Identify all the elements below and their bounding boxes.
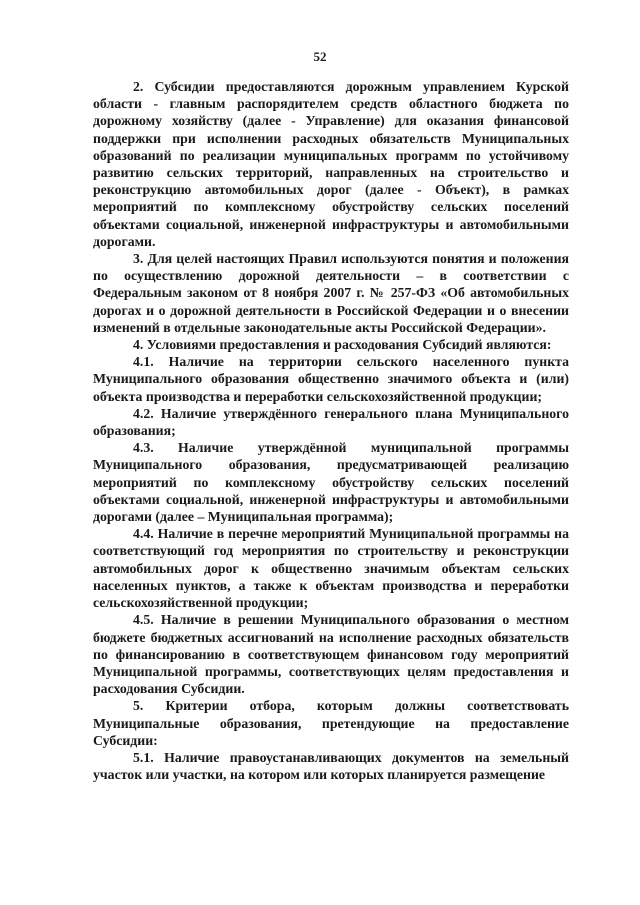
paragraph-4-1: 4.1. Наличие на территории сельского населенного пункта Муниципального образования общественно значимого объекта и (или) объекта производства и переработки сельскохозяйственной продукции; <box>93 354 569 404</box>
paragraph-4: 4. Условиями предоставления и расходования Субсидий являются: <box>133 337 552 353</box>
paragraph-5-1: 5.1. Наличие правоустанавливающих документов на земельный участок или участки, на котором или которых планируется размещение <box>93 749 569 783</box>
paragraph-4-5: 4.5. Наличие в решении Муниципального образования о местном бюджете бюджетных ассигнований на исполнение расходных обязательств по финансированию в соответствующем финансовом году мероприятий Муниципальной программы, соответствующих целям предоставления и расходования Субсидии. <box>93 612 569 697</box>
page-number: 52 <box>313 49 327 64</box>
document-body <box>93 78 569 783</box>
paragraph-2: 2. Субсидии предоставляются дорожным управлением Курской области - главным распорядителем средств областного бюджета по дорожному хозяйству (далее - Управление) для оказания финансовой поддержки при исполнении расходных обязательств Муниципальных образований по реализации муниципальных программ по устойчивому развитию сельских территорий, направленных на строительство и реконструкцию автомобильных дорог (далее - Объект), в рамках мероприятий по комплексному обустройству сельских поселений объектами социальной, инженерной инфраструктуры и автомобильными дорогами. <box>93 79 569 249</box>
paragraph-5: 5. Критерии отбора, которым должны соответствовать Муниципальные образования, претендующие на предоставление Субсидии: <box>93 698 569 748</box>
paragraph-4-3: 4.3. Наличие утверждённой муниципальной программы Муниципального образования, предусматривающей реализацию мероприятий по комплексному обустройству сельских поселений объектами социальной, инженерной инфраструктуры и автомобильными дорогами (далее – Муниципальная программа); <box>93 440 569 525</box>
paragraph-4-2: 4.2. Наличие утверждённого генерального плана Муниципального образования; <box>93 405 569 439</box>
paragraph-3: 3. Для целей настоящих Правил используются понятия и положения по осуществлению дорожной деятельности – в соответствии с Федеральным законом от 8 ноября 2007 г. № 257-ФЗ «Об автомобильных дорогах и о дорожной деятельности в Российской Федерации и о внесении изменений в отдельные законодательные акты Российской Федерации». <box>93 251 569 335</box>
paragraph-4-4: 4.4. Наличие в перечне мероприятий Муниципальной программы на соответствующий год мероприятия по строительству и реконструкции автомобильных дорог к общественно значимым объектам сельских населенных пунктов, а также к объектам производства и переработки сельскохозяйственной продукции; <box>93 526 569 611</box>
